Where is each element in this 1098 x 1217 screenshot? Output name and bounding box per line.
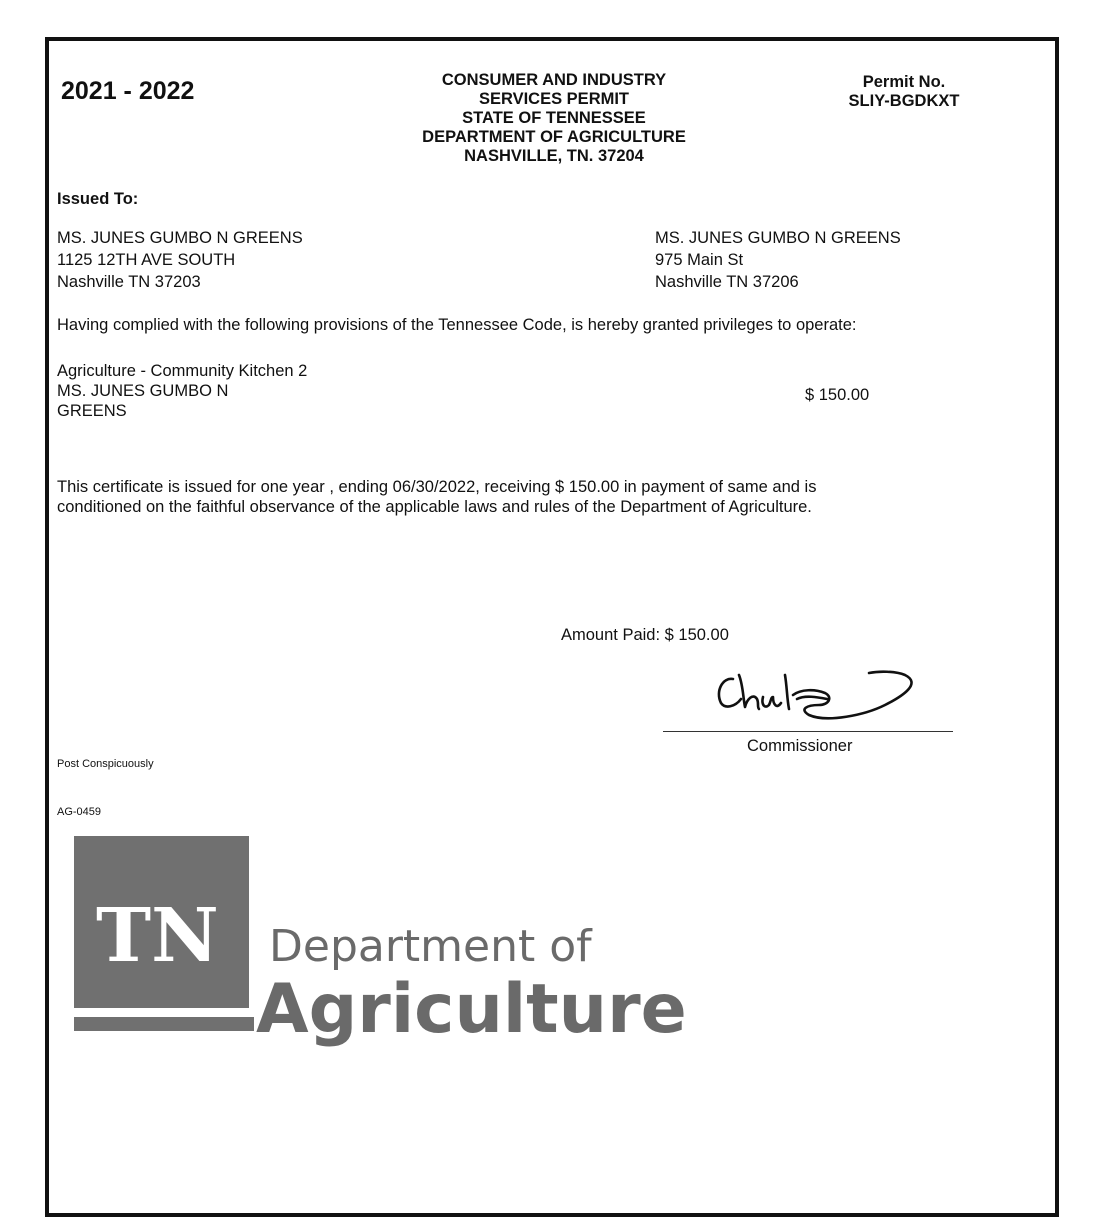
title-line-1: CONSUMER AND INDUSTRY: [441, 71, 667, 89]
logo-gray-bar: [74, 1017, 254, 1031]
title-line-3: STATE OF TENNESSEE: [462, 109, 646, 127]
logo-agriculture-text: Agriculture: [256, 970, 687, 1049]
mailing-address: [57, 227, 303, 293]
certificate-line-1: This certificate is issued for one year , ending 06/30/2022, receiving $ 150.00 in payment of same and is: [57, 478, 817, 496]
commissioner-signature: [709, 665, 929, 725]
logo-department-of-text: Department of: [269, 921, 592, 972]
permit-number-label: Permit No.: [862, 73, 946, 91]
location-address: [655, 227, 901, 293]
activity-fee: $ 150.00: [805, 386, 870, 404]
provisions-statement: Having complied with the following provisions of the Tennessee Code, is hereby granted privileges to operate:: [57, 316, 857, 334]
location-street: 975 Main St: [655, 251, 744, 269]
logo-tn-text: TN: [96, 893, 219, 979]
permit-number-block: [804, 73, 1004, 111]
permit-year: 2021 - 2022: [61, 77, 195, 105]
permit-title-block: [329, 71, 779, 166]
commissioner-title: Commissioner: [747, 737, 853, 755]
title-line-2: SERVICES PERMIT: [478, 90, 630, 108]
title-line-5: NASHVILLE, TN. 37204: [464, 147, 644, 165]
signature-line: [663, 731, 953, 732]
permit-number: SLIY-BGDKXT: [848, 92, 960, 110]
activity-business-line-1: MS. JUNES GUMBO N: [57, 382, 229, 400]
location-name: MS. JUNES GUMBO N GREENS: [655, 229, 901, 247]
mailing-city: Nashville TN 37203: [57, 273, 201, 291]
post-conspicuously-note: Post Conspicuously: [57, 758, 154, 770]
form-number: AG-0459: [57, 806, 102, 818]
title-line-4: DEPARTMENT OF AGRICULTURE: [422, 128, 686, 146]
certificate-line-2: conditioned on the faithful observance of the applicable laws and rules of the Department of Agriculture.: [57, 498, 812, 516]
permit-certificate: [45, 37, 1059, 1217]
activity-category: Agriculture - Community Kitchen 2: [57, 362, 308, 380]
location-city: Nashville TN 37206: [655, 273, 799, 291]
issued-to-label: Issued To:: [57, 190, 139, 208]
mailing-street: 1125 12TH AVE SOUTH: [57, 251, 236, 269]
certificate-statement: [57, 477, 816, 517]
tn-department-of-agriculture-logo: [74, 836, 687, 1049]
activity-business-line-2: GREENS: [57, 402, 127, 420]
permitted-activity: [57, 361, 307, 421]
mailing-name: MS. JUNES GUMBO N GREENS: [57, 229, 303, 247]
amount-paid: Amount Paid: $ 150.00: [561, 626, 729, 644]
